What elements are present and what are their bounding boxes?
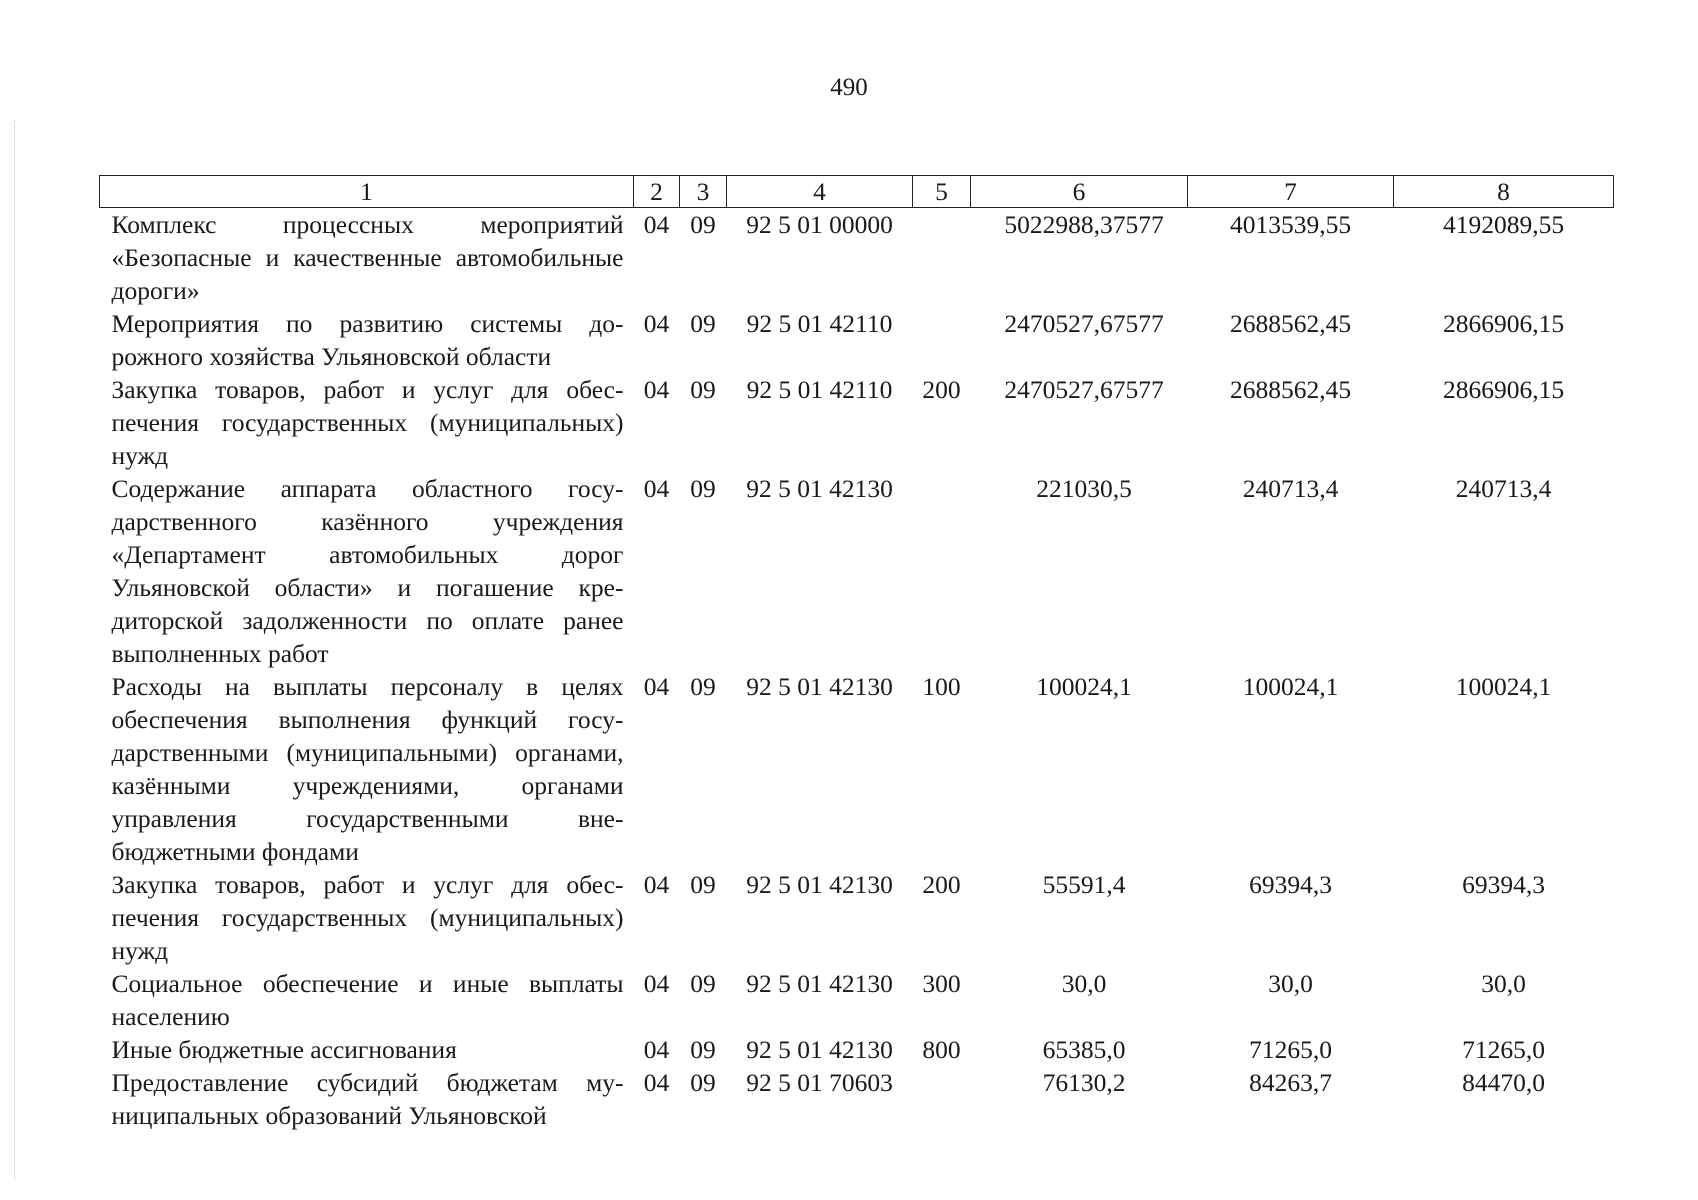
row-subsection-code-cell: 09: [690, 474, 716, 503]
row-section-code-cell: 04: [643, 969, 670, 998]
row-name-cell: Иные бюджетные ассигнования: [111, 1035, 457, 1064]
row-amount-col6-cell: 5022988,37577: [1004, 210, 1164, 239]
row-section-code-cell: 04: [643, 1068, 670, 1097]
row-name-cell: Закупка товаров, работ и услуг для обеспечения государственных (муниципальных) нужд: [111, 870, 624, 965]
row-target-item-code-cell: 92 5 01 42110: [746, 309, 893, 338]
row-target-item-code-cell: 92 5 01 42130: [746, 1035, 893, 1064]
table-header: [100, 176, 1614, 208]
row-expense-type-code-cell: [913, 307, 971, 373]
table-body: [100, 208, 1614, 1133]
row-subsection-code-cell: 09: [690, 969, 716, 998]
row-amount-col6-cell: 30,0: [1061, 969, 1107, 998]
row-expense-type-code-cell: [913, 1066, 971, 1132]
row-amount-col6-cell: 65385,0: [1042, 1035, 1126, 1064]
header-cell-1: 1: [100, 176, 634, 208]
row-amount-col7-cell: 2688562,45: [1229, 309, 1352, 338]
row-amount-col7-cell: 4013539,55: [1229, 210, 1352, 239]
row-amount-col6-cell: 2470527,67577: [1004, 375, 1164, 404]
row-name-cell: Комплекс процессных мероприятий «Безопасные и качественные автомобильные дороги»: [111, 210, 624, 305]
table-row: [100, 670, 1614, 868]
row-subsection-code-cell: 09: [690, 375, 716, 404]
row-name-cell: Предоставление субсидий бюджетам муниципальных образований Ульяновской: [111, 1068, 624, 1130]
row-name-cell: Расходы на выплаты персоналу в целях обеспечения выполнения функций государственными (муниципальными) органами, казёнными учреждениями, органами управления государственными внебюджетными фондами: [111, 672, 624, 866]
table-row: [100, 307, 1614, 373]
row-name-cell: Закупка товаров, работ и услуг для обеспечения государственных (муниципальных) нужд: [111, 375, 624, 470]
budget-table-container: [99, 175, 1613, 1132]
row-amount-col8-cell: 240713,4: [1455, 474, 1552, 503]
table-row: [100, 472, 1614, 670]
row-expense-type-code-cell: 200: [922, 870, 961, 899]
row-amount-col6-cell: 76130,2: [1042, 1068, 1126, 1097]
header-cell-5: 5: [913, 176, 971, 208]
scan-edge-marks: [14, 120, 23, 1180]
table-row: [100, 1033, 1614, 1066]
row-subsection-code-cell: 09: [690, 1035, 716, 1064]
row-section-code-cell: 04: [643, 870, 670, 899]
row-amount-col8-cell: 30,0: [1481, 969, 1526, 998]
row-subsection-code-cell: 09: [690, 1068, 716, 1097]
row-amount-col7-cell: 84263,7: [1249, 1068, 1332, 1097]
row-amount-col8-cell: 69394,3: [1462, 870, 1545, 899]
budget-table: [99, 175, 1614, 1132]
row-target-item-code-cell: 92 5 01 42130: [746, 672, 893, 701]
row-amount-col7-cell: 71265,0: [1249, 1035, 1332, 1064]
row-target-item-code-cell: 92 5 01 42130: [746, 870, 893, 899]
row-amount-col8-cell: 2866906,15: [1442, 375, 1565, 404]
row-amount-col7-cell: 69394,3: [1249, 870, 1332, 899]
header-cell-4: 4: [727, 176, 913, 208]
row-amount-col8-cell: 4192089,55: [1442, 210, 1565, 239]
row-expense-type-code-cell: 100: [922, 672, 961, 701]
row-subsection-code-cell: 09: [690, 309, 716, 338]
header-cell-8: 8: [1394, 176, 1614, 208]
page-number: 490: [830, 74, 868, 101]
row-name-cell: Социальное обеспечение и иные выплаты населению: [111, 969, 624, 1031]
table-row: [100, 1066, 1614, 1132]
row-subsection-code-cell: 09: [690, 870, 716, 899]
header-cell-3: 3: [680, 176, 727, 208]
header-cell-2: 2: [634, 176, 680, 208]
row-expense-type-code-cell: 200: [922, 375, 961, 404]
row-amount-col8-cell: 84470,0: [1462, 1068, 1545, 1097]
row-amount-col8-cell: 2866906,15: [1442, 309, 1565, 338]
header-row: [100, 176, 1614, 208]
row-amount-col6-cell: 2470527,67577: [1004, 309, 1164, 338]
header-cell-7: 7: [1188, 176, 1394, 208]
row-target-item-code-cell: 92 5 01 70603: [746, 1068, 893, 1097]
table-row: [100, 868, 1614, 967]
row-amount-col7-cell: 2688562,45: [1229, 375, 1352, 404]
row-expense-type-code-cell: 300: [922, 969, 961, 998]
row-amount-col8-cell: 100024,1: [1455, 672, 1552, 701]
row-amount-col6-cell: 55591,4: [1042, 870, 1126, 899]
row-section-code-cell: 04: [643, 672, 670, 701]
row-name-cell: Мероприятия по развитию системы дорожного хозяйства Ульяновской области: [111, 309, 624, 371]
row-name-cell: Содержание аппарата областного государственного казённого учреждения «Департамент автомобильных дорог Ульяновской области» и погашение кредиторской задолженности по оплате ранее выполненных работ: [111, 474, 624, 668]
row-amount-col7-cell: 240713,4: [1242, 474, 1339, 503]
row-subsection-code-cell: 09: [690, 672, 716, 701]
row-target-item-code-cell: 92 5 01 42110: [746, 375, 893, 404]
row-amount-col8-cell: 71265,0: [1462, 1035, 1545, 1064]
row-amount-col7-cell: 30,0: [1268, 969, 1313, 998]
row-target-item-code-cell: 92 5 01 42130: [746, 969, 893, 998]
row-section-code-cell: 04: [643, 474, 670, 503]
row-expense-type-code-cell: 800: [922, 1035, 961, 1064]
table-row: [100, 967, 1614, 1033]
row-section-code-cell: 04: [643, 1035, 670, 1064]
table-row: [100, 373, 1614, 472]
row-amount-col6-cell: 100024,1: [1036, 672, 1132, 701]
row-target-item-code-cell: 92 5 01 00000: [746, 210, 893, 239]
header-cell-6: 6: [971, 176, 1188, 208]
row-section-code-cell: 04: [643, 375, 670, 404]
row-section-code-cell: 04: [643, 210, 670, 239]
row-amount-col6-cell: 221030,5: [1036, 474, 1132, 503]
row-expense-type-code-cell: [913, 208, 971, 308]
row-amount-col7-cell: 100024,1: [1242, 672, 1339, 701]
row-section-code-cell: 04: [643, 309, 670, 338]
row-target-item-code-cell: 92 5 01 42130: [746, 474, 893, 503]
table-row: [100, 208, 1614, 308]
row-subsection-code-cell: 09: [690, 210, 716, 239]
row-expense-type-code-cell: [913, 472, 971, 670]
